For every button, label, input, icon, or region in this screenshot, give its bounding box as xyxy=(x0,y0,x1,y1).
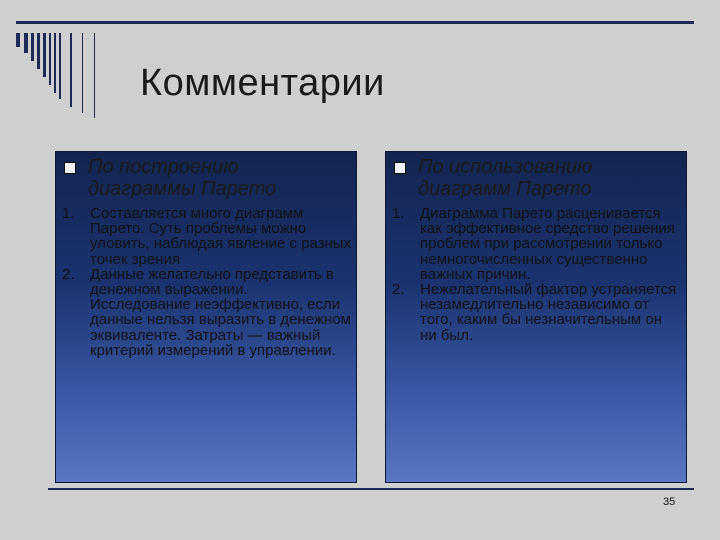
left-panel xyxy=(55,151,357,483)
page-number: 35 xyxy=(663,496,676,508)
list-item xyxy=(62,206,352,267)
list-item-number: 2. xyxy=(62,265,75,283)
right-panel-heading: По использованию диаграмм Парето xyxy=(418,156,593,200)
left-panel-heading: По построению диаграммы Парето xyxy=(88,156,277,200)
list-item xyxy=(392,206,682,282)
list-item-text: Нежелательный фактор устраняется незамедлительно независимо от того, каким бы незначительным он ни был. xyxy=(420,281,677,344)
bottom-divider xyxy=(48,488,694,490)
list-item xyxy=(62,267,352,358)
square-bullet-icon xyxy=(64,162,76,174)
top-divider xyxy=(16,21,694,24)
right-panel-header xyxy=(386,156,686,206)
list-item-number: 1. xyxy=(392,205,405,222)
left-panel-list xyxy=(62,206,352,358)
list-item-text: Диаграмма Парето расценивается как эффективное средство решения проблем при рассмотрении только немногочисленных существенно важных причин. xyxy=(420,205,675,283)
list-item-number: 2. xyxy=(392,281,405,299)
square-bullet-icon xyxy=(394,162,406,174)
slide-title: Комментарии xyxy=(140,62,385,104)
right-panel-list xyxy=(392,206,682,343)
left-panel-header xyxy=(56,156,356,206)
decorative-bars xyxy=(16,33,96,118)
list-item-text: Данные желательно представить в денежном выражении. Исследование неэффективно, если данные нельзя выразить в денежном эквиваленте. Затраты — важный критерий измерений в управлении. xyxy=(90,265,351,359)
right-panel xyxy=(385,151,687,483)
list-item xyxy=(392,282,682,343)
list-item-text: Составляется много диаграмм Парето. Суть проблемы можно уловить, наблюдая явление с разных точек зрения xyxy=(90,205,352,268)
list-item-number: 1. xyxy=(62,205,75,222)
